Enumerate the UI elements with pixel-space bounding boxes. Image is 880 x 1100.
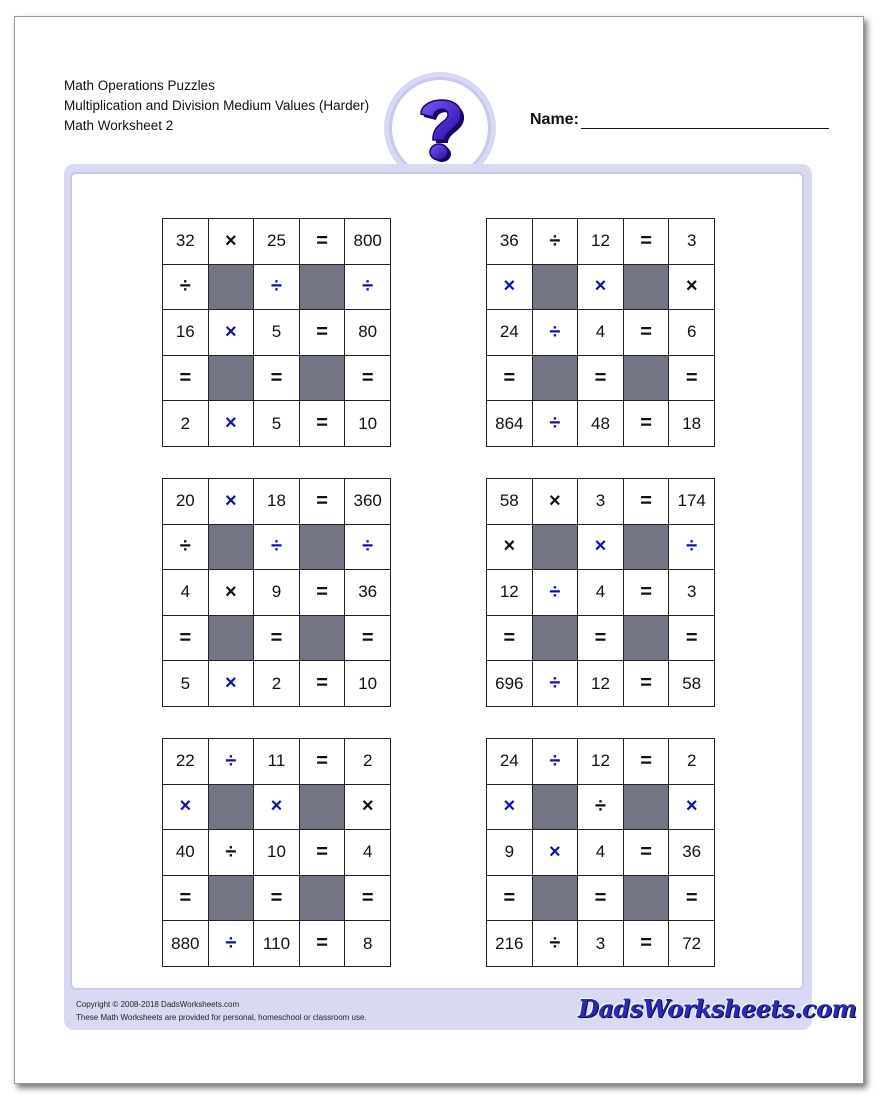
shaded-cell: [624, 525, 670, 571]
name-label: Name:: [530, 111, 579, 128]
shaded-cell: [533, 616, 579, 662]
operator-cell: ÷: [533, 739, 579, 785]
operator-cell: ÷: [254, 265, 300, 311]
operator-cell: =: [624, 310, 670, 356]
operator-cell: =: [487, 616, 533, 662]
operator-cell: ×: [533, 479, 579, 525]
operator-cell: =: [624, 570, 670, 616]
operator-cell: ÷: [533, 570, 579, 616]
number-cell: 360: [345, 479, 391, 525]
operator-cell: ÷: [533, 219, 579, 265]
number-cell: 2: [345, 739, 391, 785]
shaded-cell: [209, 265, 255, 311]
operator-cell: ÷: [209, 830, 255, 876]
operator-cell: ÷: [578, 785, 624, 831]
operator-cell: ×: [163, 785, 209, 831]
operator-cell: =: [300, 219, 346, 265]
shaded-cell: [300, 265, 346, 311]
operator-cell: ×: [487, 785, 533, 831]
number-cell: 24: [487, 739, 533, 785]
number-cell: 5: [254, 401, 300, 447]
operator-cell: =: [163, 616, 209, 662]
worksheet-number: Math Worksheet 2: [64, 118, 174, 133]
operator-cell: ×: [669, 785, 715, 831]
number-cell: 22: [163, 739, 209, 785]
name-field[interactable]: [530, 110, 829, 129]
number-cell: 9: [487, 830, 533, 876]
operator-cell: ÷: [669, 525, 715, 571]
operator-cell: ÷: [533, 661, 579, 707]
operator-cell: ×: [209, 401, 255, 447]
brand-logo: DadsWorksheets.com: [578, 994, 857, 1023]
operator-cell: =: [624, 661, 670, 707]
number-cell: 12: [578, 661, 624, 707]
puzzle-grid: [162, 218, 391, 447]
number-cell: 36: [487, 219, 533, 265]
number-cell: 4: [345, 830, 391, 876]
puzzle-grid: [162, 738, 391, 967]
shaded-cell: [300, 616, 346, 662]
number-cell: 16: [163, 310, 209, 356]
operator-cell: =: [300, 661, 346, 707]
number-cell: 12: [578, 739, 624, 785]
number-cell: 3: [578, 921, 624, 967]
operator-cell: =: [300, 739, 346, 785]
shaded-cell: [533, 265, 579, 311]
operator-cell: ×: [487, 525, 533, 571]
number-cell: 18: [254, 479, 300, 525]
number-cell: 800: [345, 219, 391, 265]
operator-cell: ÷: [533, 401, 579, 447]
number-cell: 10: [345, 401, 391, 447]
number-cell: 3: [578, 479, 624, 525]
shaded-cell: [209, 525, 255, 571]
operator-cell: ÷: [163, 265, 209, 311]
shaded-cell: [209, 876, 255, 922]
number-cell: 8: [345, 921, 391, 967]
number-cell: 4: [578, 570, 624, 616]
shaded-cell: [209, 785, 255, 831]
shaded-cell: [300, 356, 346, 402]
number-cell: 36: [345, 570, 391, 616]
shaded-cell: [209, 356, 255, 402]
number-cell: 10: [254, 830, 300, 876]
puzzle-grid: [486, 218, 715, 447]
number-cell: 6: [669, 310, 715, 356]
shaded-cell: [624, 785, 670, 831]
operator-cell: ×: [209, 219, 255, 265]
operator-cell: ÷: [209, 739, 255, 785]
operator-cell: ×: [345, 785, 391, 831]
number-cell: 48: [578, 401, 624, 447]
number-cell: 174: [669, 479, 715, 525]
number-cell: 110: [254, 921, 300, 967]
operator-cell: =: [345, 356, 391, 402]
number-cell: 2: [254, 661, 300, 707]
number-cell: 2: [669, 739, 715, 785]
shaded-cell: [533, 876, 579, 922]
operator-cell: =: [624, 739, 670, 785]
operator-cell: =: [254, 616, 300, 662]
operator-cell: ×: [209, 479, 255, 525]
operator-cell: ÷: [209, 921, 255, 967]
operator-cell: =: [669, 616, 715, 662]
number-cell: 11: [254, 739, 300, 785]
operator-cell: ×: [487, 265, 533, 311]
operator-cell: =: [487, 876, 533, 922]
name-line[interactable]: [581, 110, 829, 129]
operator-cell: =: [624, 219, 670, 265]
worksheet-subtitle: Multiplication and Division Medium Values (Harder): [64, 98, 370, 113]
worksheet-header: [64, 76, 369, 136]
number-cell: 58: [487, 479, 533, 525]
shaded-cell: [624, 876, 670, 922]
operator-cell: =: [669, 356, 715, 402]
number-cell: 12: [487, 570, 533, 616]
operator-cell: =: [578, 616, 624, 662]
operator-cell: =: [487, 356, 533, 402]
operator-cell: ×: [209, 570, 255, 616]
operator-cell: ×: [578, 525, 624, 571]
number-cell: 36: [669, 830, 715, 876]
operator-cell: ÷: [345, 265, 391, 311]
operator-cell: =: [624, 921, 670, 967]
number-cell: 4: [578, 830, 624, 876]
shaded-cell: [533, 356, 579, 402]
number-cell: 3: [669, 219, 715, 265]
shaded-cell: [624, 265, 670, 311]
puzzle-grid: [162, 478, 391, 707]
operator-cell: ×: [578, 265, 624, 311]
operator-cell: ×: [209, 310, 255, 356]
operator-cell: =: [345, 616, 391, 662]
copyright-text: Copyright © 2008-2018 DadsWorksheets.com: [76, 1000, 240, 1009]
operator-cell: ÷: [345, 525, 391, 571]
number-cell: 24: [487, 310, 533, 356]
number-cell: 5: [254, 310, 300, 356]
number-cell: 58: [669, 661, 715, 707]
operator-cell: =: [624, 401, 670, 447]
usage-notice: These Math Worksheets are provided for personal, homeschool or classroom use.: [76, 1013, 367, 1022]
number-cell: 10: [345, 661, 391, 707]
shaded-cell: [533, 525, 579, 571]
worksheet-title: Math Operations Puzzles: [64, 78, 215, 93]
operator-cell: =: [163, 356, 209, 402]
operator-cell: =: [669, 876, 715, 922]
number-cell: 40: [163, 830, 209, 876]
shaded-cell: [624, 356, 670, 402]
operator-cell: =: [163, 876, 209, 922]
operator-cell: =: [578, 356, 624, 402]
number-cell: 864: [487, 401, 533, 447]
number-cell: 4: [163, 570, 209, 616]
number-cell: 3: [669, 570, 715, 616]
puzzle-grid: [486, 478, 715, 707]
number-cell: 25: [254, 219, 300, 265]
number-cell: 4: [578, 310, 624, 356]
number-cell: 32: [163, 219, 209, 265]
shaded-cell: [533, 785, 579, 831]
puzzle-grid: [486, 738, 715, 967]
operator-cell: =: [254, 356, 300, 402]
operator-cell: =: [300, 570, 346, 616]
operator-cell: ÷: [254, 525, 300, 571]
footer-copyright: [76, 998, 367, 1024]
operator-cell: ÷: [533, 921, 579, 967]
number-cell: 216: [487, 921, 533, 967]
shaded-cell: [209, 616, 255, 662]
operator-cell: =: [300, 830, 346, 876]
number-cell: 9: [254, 570, 300, 616]
number-cell: 80: [345, 310, 391, 356]
operator-cell: =: [624, 479, 670, 525]
shaded-cell: [300, 876, 346, 922]
operator-cell: =: [300, 401, 346, 447]
operator-cell: =: [254, 876, 300, 922]
number-cell: 5: [163, 661, 209, 707]
operator-cell: =: [345, 876, 391, 922]
number-cell: 12: [578, 219, 624, 265]
number-cell: 696: [487, 661, 533, 707]
operator-cell: ÷: [163, 525, 209, 571]
shaded-cell: [300, 785, 346, 831]
operator-cell: ×: [669, 265, 715, 311]
number-cell: 20: [163, 479, 209, 525]
operator-cell: ×: [533, 830, 579, 876]
operator-cell: ÷: [533, 310, 579, 356]
shaded-cell: [624, 616, 670, 662]
operator-cell: =: [300, 921, 346, 967]
operator-cell: ×: [209, 661, 255, 707]
number-cell: 72: [669, 921, 715, 967]
operator-cell: =: [578, 876, 624, 922]
number-cell: 2: [163, 401, 209, 447]
operator-cell: =: [300, 310, 346, 356]
number-cell: 880: [163, 921, 209, 967]
operator-cell: ×: [254, 785, 300, 831]
operator-cell: =: [624, 830, 670, 876]
operator-cell: =: [300, 479, 346, 525]
shaded-cell: [300, 525, 346, 571]
number-cell: 18: [669, 401, 715, 447]
